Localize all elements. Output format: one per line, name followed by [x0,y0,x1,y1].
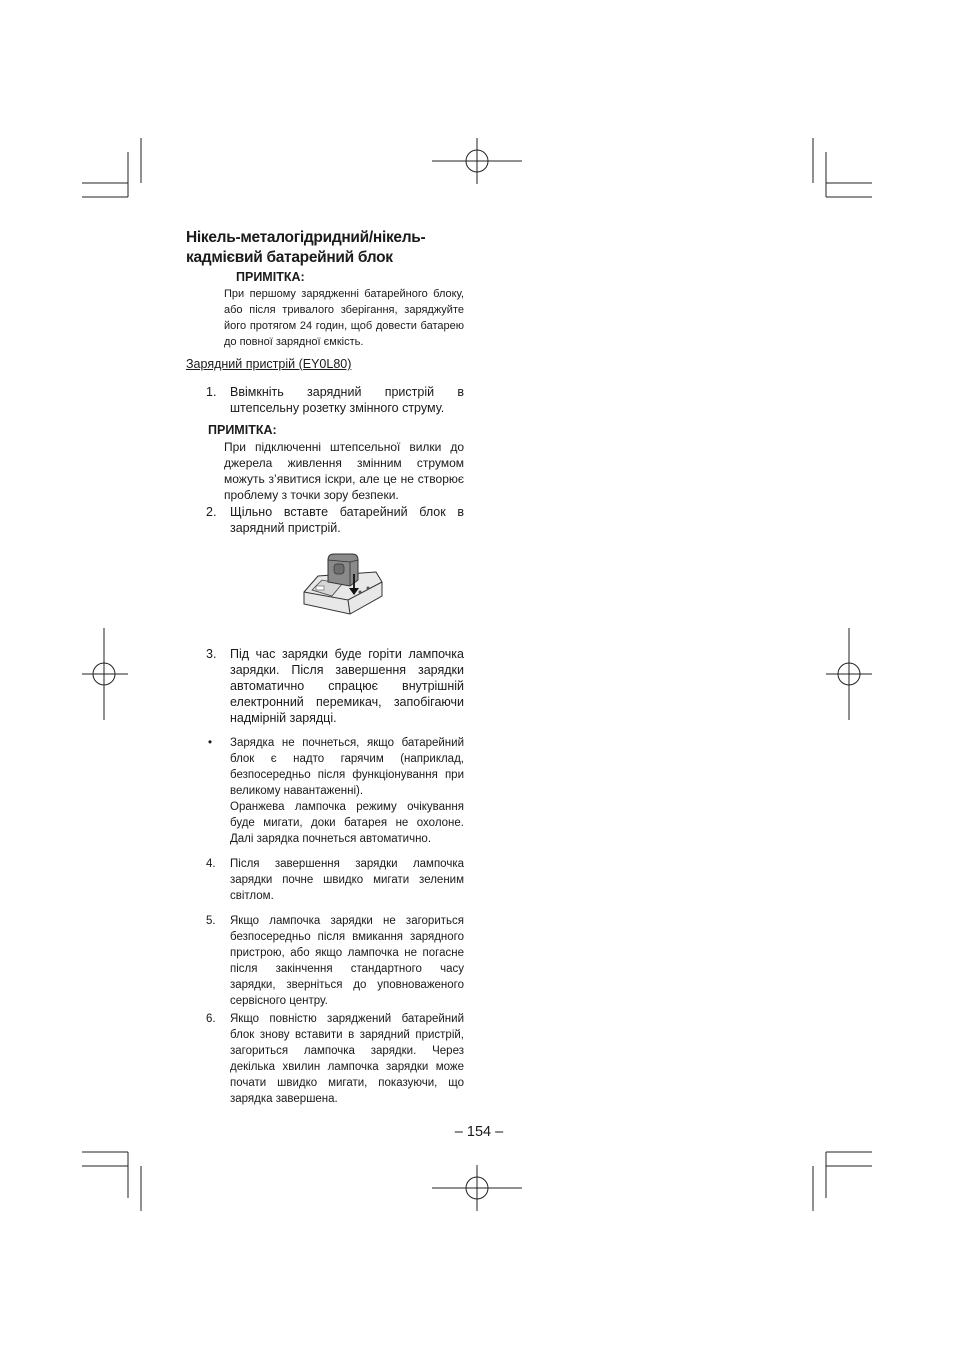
step-text: Після завершення зарядки лампочка зарядки почне швидко мигати зеленим світлом. [230,858,464,902]
step-text: Якщо лампочка зарядки не загориться безпосередньо після вмикання зарядного пристрою, або якщо лампочка не погасне після закінчення стандартного часу зарядки, зверніться до уповноваженого сервісного центру. [230,915,464,1007]
step-6 [186,1011,464,1107]
note-text: При підключенні штепсельної вилки до джерела живлення змінним струмом можуть з’явитися іскри, але це не створює проблему з точки зору безпеки. [224,440,464,502]
step-number: 3. [206,647,217,661]
bullet-dot: • [208,737,213,749]
bullet-text-2: Оранжева лампочка режиму очікування буде мигати, доки батарея не охолоне. Далі зарядка почнеться автоматично. [230,801,464,845]
charger-subtitle: Зарядний пристрій (EY0L80) [186,357,352,371]
step-text: Ввімкніть зарядний пристрій в штепсельну розетку змінного струму. [230,385,464,415]
note-label: ПРИМІТКА: [208,423,277,437]
step-2 [186,504,464,536]
section-title: Нікель-металогідридний/нікель-кадмієвий батарейний блок [186,229,426,266]
step-5 [186,913,464,1009]
step-text: Щільно вставте батарейний блок в зарядний пристрій. [230,505,464,535]
battery-charger-illustration-icon [298,552,386,624]
step-number: 6. [206,1013,216,1025]
content-column [186,228,464,1107]
step-number: 2. [206,505,217,519]
bullet-item [186,735,464,847]
step-4 [186,856,464,904]
step-number: 5. [206,915,216,927]
step-1 [186,384,464,416]
step-text: Під час зарядки буде горіти лампочка зарядки. Після завершення зарядки автоматично спрацює внутрішній електронний перемикач, запобігаючи надмірній зарядці. [230,647,464,725]
page-number [0,1124,954,1140]
note-text: При першому зарядженні батарейного блоку, або після тривалого зберігання, заряджуйте його протягом 24 годин, щоб довести батарею до повної зарядної ємкість. [224,288,464,348]
note-label: ПРИМІТКА: [236,270,305,284]
step-number: 4. [206,858,216,870]
step-3 [186,646,464,726]
bullet-text: Зарядка не почнеться, якщо батарейний блок є надто гарячим (наприклад, безпосередньо після функціонування при великому навантаженні). [230,737,464,797]
page-number-text: – 154 – [454,1124,504,1140]
step-number: 1. [206,385,217,399]
step-text: Якщо повністю заряджений батарейний блок знову вставити в зарядний пристрій, загориться лампочка зарядки. Через декілька хвилин лампочка зарядки може почати швидко мигати, показуючи, що зарядка завершена. [230,1013,464,1105]
